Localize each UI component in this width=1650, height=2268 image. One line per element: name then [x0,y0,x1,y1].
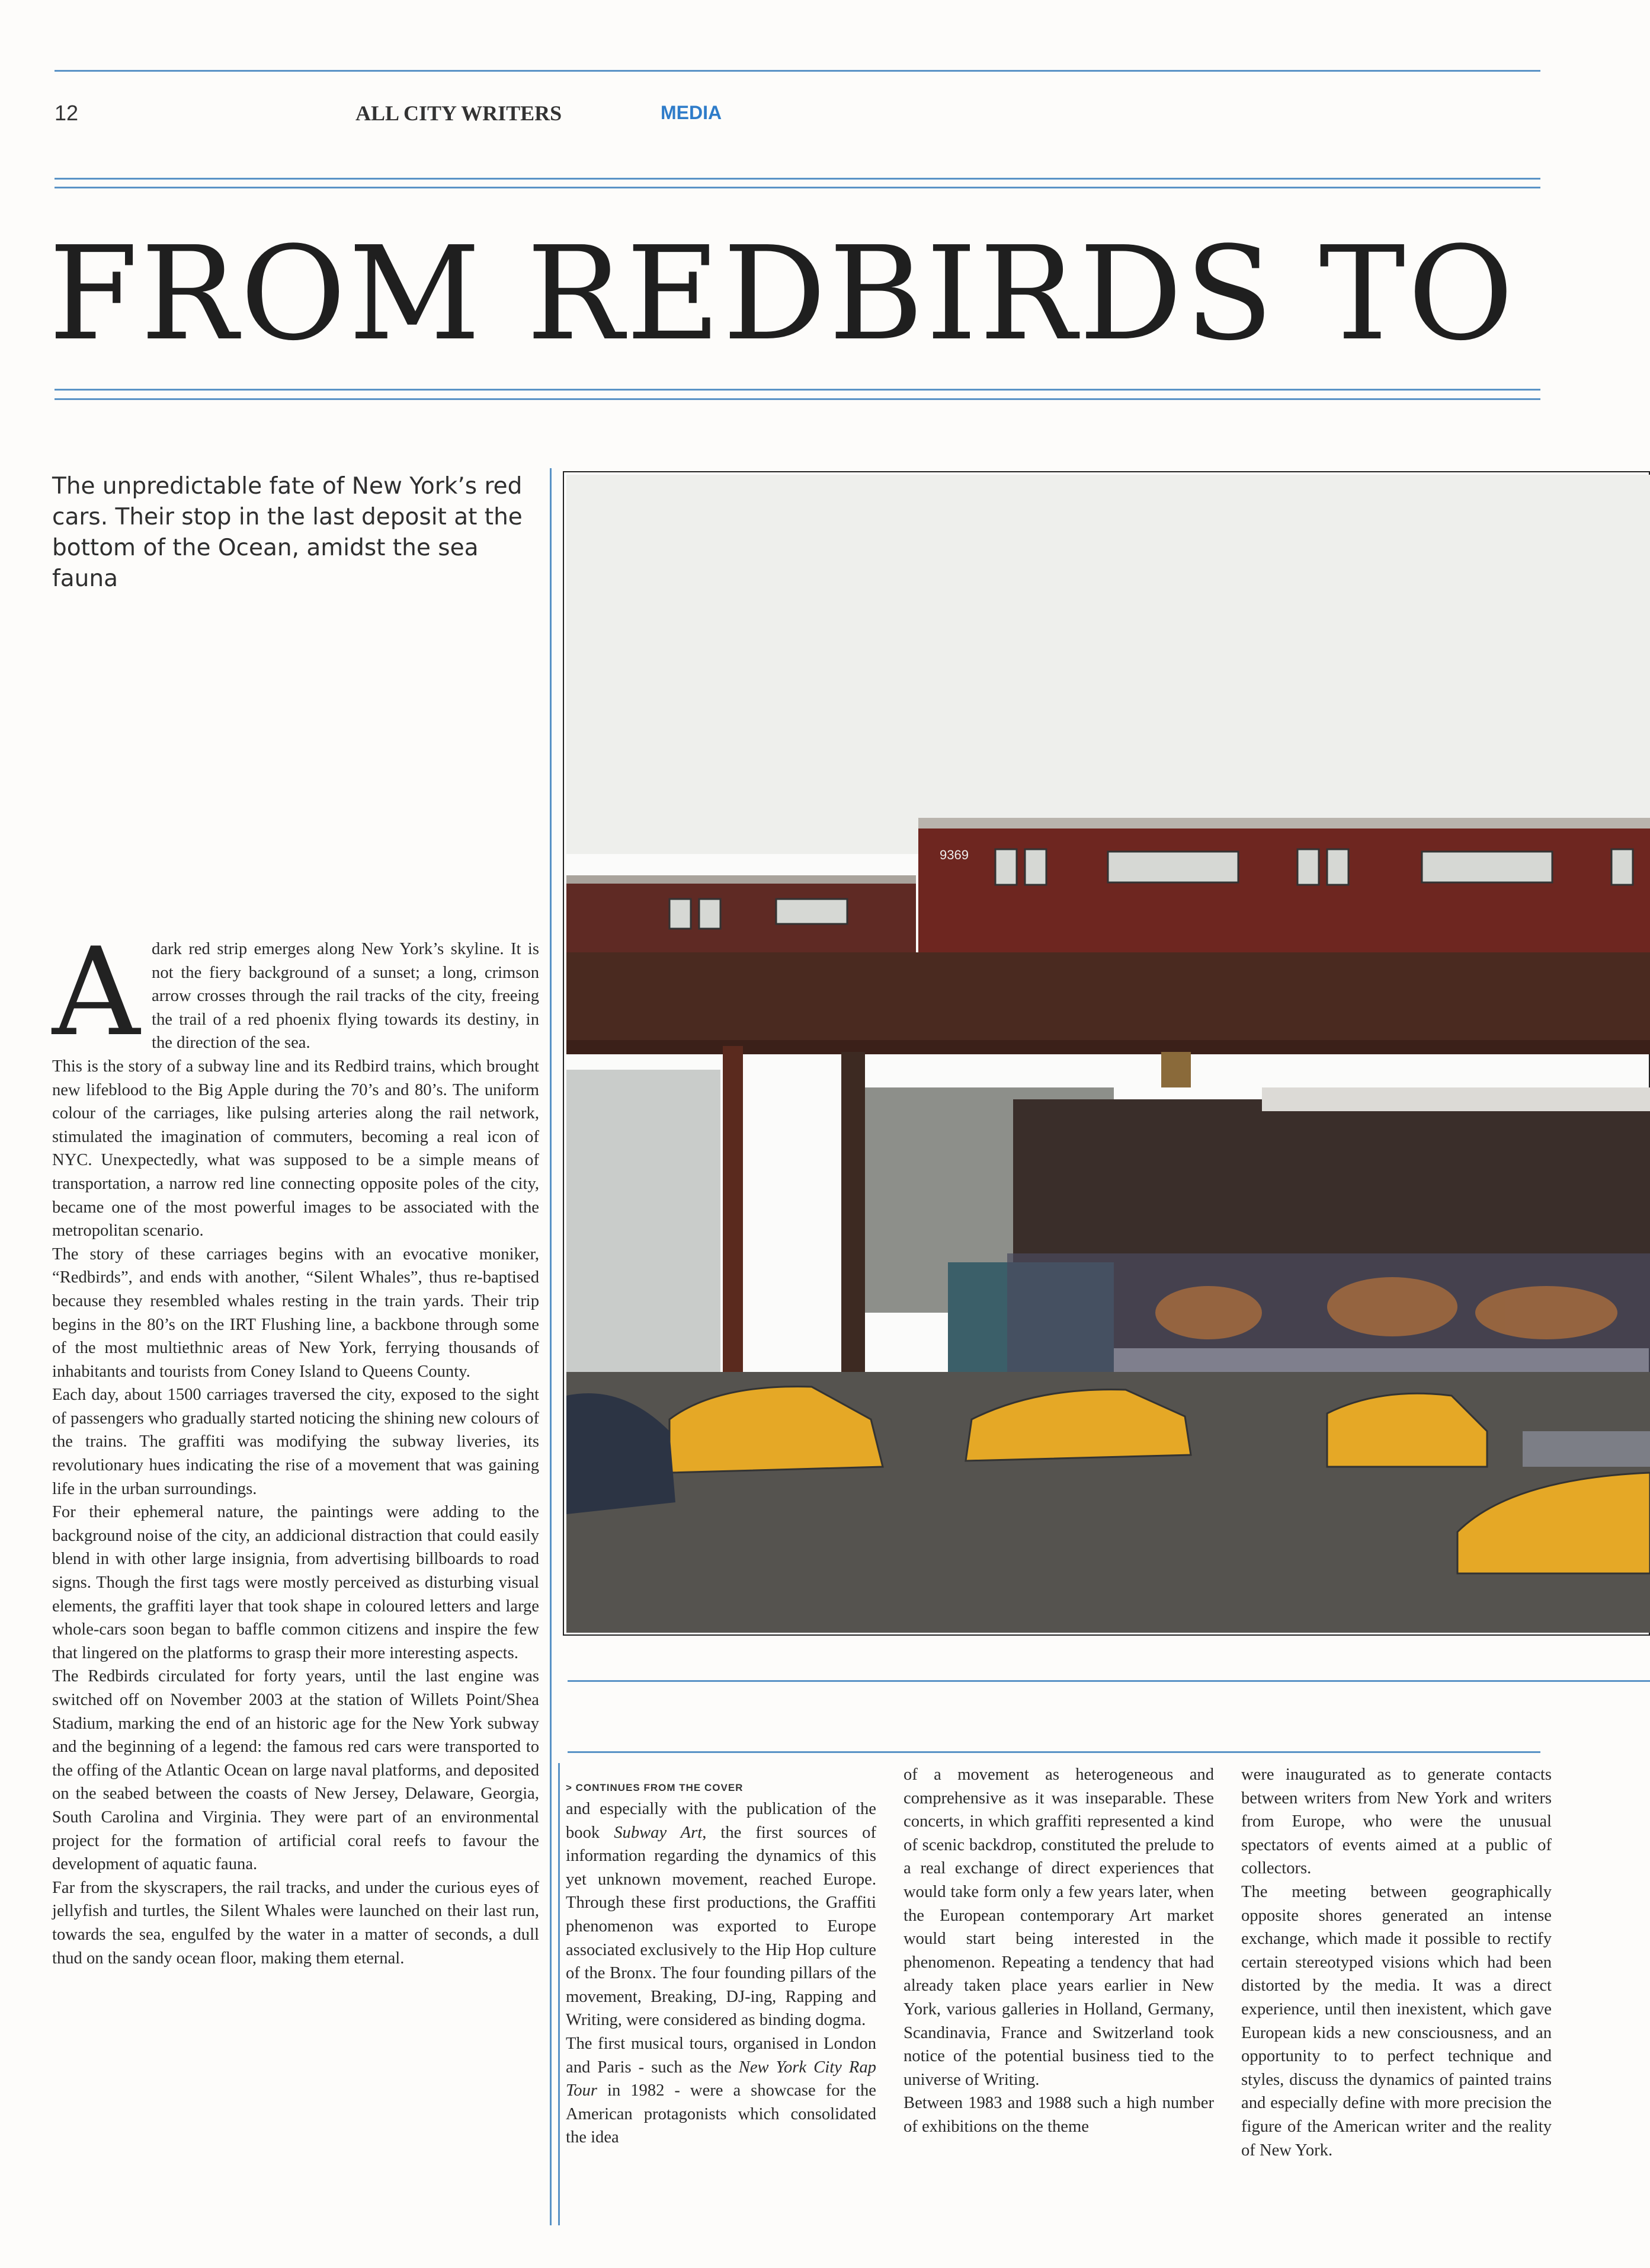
continued-column-3 [1241,1763,1552,2162]
continued-paragraph: The first musical tours, organised in London and Paris - such as the New York City Rap Tour in 1982 - were a showcase for the American protagonists which consolidated the idea [566,2034,876,2147]
car-number: 9369 [940,847,969,862]
tour-title: New York City Rap Tour [566,2058,876,2100]
photo-caption-rule [568,1680,1650,1682]
continued-paragraph: Between 1983 and 1988 such a high number of exhibitions on the theme [904,2094,1214,2136]
section-label: MEDIA [661,102,722,123]
header-rule-a [55,178,1540,180]
column-divider [550,468,552,2225]
page-number: 12 [55,101,79,125]
article-paragraph: Far from the skyscrapers, the rail tracks, and under the curious eyes of jellyfish and turtles, the Silent Whales were launched on their last run, towards the sea, engulfed by the water in a matter of seconds, a dull thud on the sandy ocean floor, making them eternal. [52,1878,539,1968]
continued-top-rule [568,1751,1540,1753]
book-title: Subway Art [614,1823,703,1842]
title-rule-b [55,398,1540,400]
magazine-title: ALL CITY WRITERS [355,101,562,125]
continued-paragraph: of a movement as heterogeneous and comprehensive as it was inseparable. These concerts, in which graffiti represented a kind of scenic backdrop, constituted the prelude to a real exchange of direct experiences that would take form only a few years later, when the European contemporary Art market would start being interested in the phenomenon. Repeating a tendency that had already taken place years earlier in New York, various galleries in Holland, Germany, Scandinavia, France and Switzerland took notice of the potential business tied to the universe of Writing. [904,1765,1214,2089]
drop-cap: A [52,922,140,1063]
article-paragraph: Each day, about 1500 carriages traversed the city, exposed to the sight of passengers who gradually started noticing the shining new colours of the trains. The graffiti was modifying the subway liveries, its revolutionary hues indicating the rise of a movement that was gaining life in the urban surroundings. [52,1386,539,1498]
continues-kicker: > CONTINUES FROM THE COVER [566,1782,744,1793]
subtitle-deck: The unpredictable fate of New York’s red cars. Their stop in the last deposit at the bottom of the Ocean, amidst the sea fauna [52,473,523,592]
article-paragraph: For their ephemeral nature, the paintings were adding to the background noise of the city, an addicional distraction that could easily blend in with other large insignia, from advertising billboards to road signs. Though the first tags were mostly perceived as disturbing visual elements, the graffiti layer that took shape in coloured letters and large whole-cars soon began to baffle common citizens and inspire the few that lingered on the platforms to grasp their more interesting aspects. [52,1503,539,1662]
title-rule-a [55,389,1540,391]
column-divider [558,1763,560,2225]
article-paragraph: The Redbirds circulated for forty years, until the last engine was switched off on November 2003 at the station of Willets Point/Shea Stadium, marking the end of an historic age for the New York subway and the beginning of a legend: the famous red cars were transported to the offing of the Atlantic Ocean on large naval platforms, and deposited on the seabed between the coasts of New Jersey, Delaware, Georgia, South Carolina and Virginia. They were part of an environmental project for the formation of artificial coral reefs to favour the development of aquatic fauna. [52,1667,539,1874]
continued-paragraph: The meeting between geographically opposite shores generated an intense exchange, which made it possible to rectify certain stereotyped visions which had been distorted by the media. It was a direct experience, until then inexistent, which gave European kids a new consciousness, and an opportunity to to perfect technique and styles, discuss the dynamics of painted trains and especially define with more precision the figure of the American writer and the reality of New York. [1241,1882,1552,2160]
photo-sky [566,475,1650,854]
continued-paragraph: were inaugurated as to generate contacts between writers from New York and writers from Europe, who were the unusual spectators of events aimed at a public of collectors. [1241,1765,1552,1878]
continued-column-2 [904,1763,1214,2139]
article-column-main [52,922,539,1970]
article-intro: dark red strip emerges along New York’s skyline. It is not the fiery background of a sunset; a long, crimson arrow crosses through the rail tracks of the city, freeing the trail of a red phoenix flying towards its destiny, in the direction of the sea. [152,940,539,1053]
article-paragraph: The story of these carriages begins with an evocative moniker, “Redbirds”, and ends with another, “Silent Whales”, thus re-baptised because they resembled whales resting in the train yards. Their trip begins in the 80’s on the IRT Flushing line, a backbone through some of the most multiethnic areas of New York, ferrying thousands of inhabitants and tourists from Coney Island to Queens County. [52,1245,539,1381]
continued-paragraph: and especially with the publication of the book Subway Art, the first sources of information regarding the dynamics of this yet unknown movement, reached Europe. Through these first productions, the Graffiti phenomenon was exported to Europe associated exclusively to the Hip Hop culture of the Bronx. The four founding pillars of the movement, Breaking, DJ-ing, Rapping and Writing, were considered as binding dogma. [566,1800,877,2030]
header-top-rule [55,70,1540,72]
elevated-track [566,952,1650,1047]
article-paragraph: This is the story of a subway line and its Redbird trains, which brought new lifeblood to the Big Apple during the 70’s and 80’s. The uniform colour of the carriages, like pulsing arteries along the rail network, stimulated the imagination of commuters, becoming a real icon of NYC. Unexpectedly, what was supposed to be a simple means of transportation, a narrow red line connecting opposite poles of the city, became one of the most powerful images to be associated with the metropolitan scenario. [52,1057,539,1240]
photo-elevated-train [563,471,1650,1636]
continued-column-1 [566,1781,876,2149]
train-car [918,822,1650,952]
page-title: FROM REDBIRDS TO [49,219,1516,369]
header-rule-b [55,187,1540,188]
